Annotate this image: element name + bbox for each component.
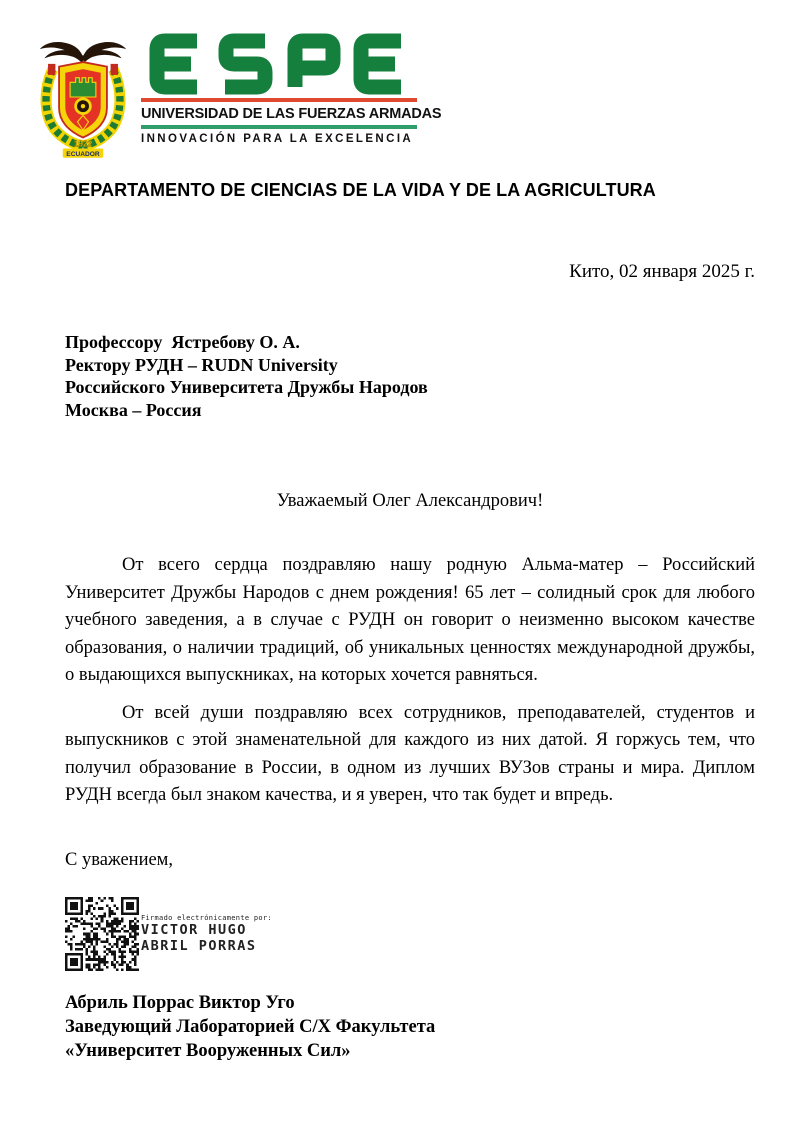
slogan-label: INNOVACIÓN PARA LA EXCELENCIA bbox=[141, 133, 414, 145]
espe-logotype bbox=[141, 32, 417, 96]
signatory-title: Заведующий Лабораторией С/Х Факультета bbox=[65, 1016, 436, 1037]
recipient-line-1: Профессору Ястребову О. А. bbox=[65, 332, 300, 352]
recipient-line-3: Российского Университета Дружбы Народов bbox=[65, 377, 428, 397]
signatory-organization: «Университет Вооруженных Сил» bbox=[65, 1040, 351, 1061]
signatory-name: Абриль Поррас Виктор Уго bbox=[65, 992, 295, 1013]
shield-icon bbox=[59, 62, 107, 137]
esign-name-line-2: ABRIL PORRAS bbox=[141, 937, 257, 954]
department-title: DEPARTAMENTO DE CIENCIAS DE LA VIDA Y DE LA AGRICULTURA bbox=[65, 180, 656, 200]
recipient-block bbox=[65, 331, 755, 421]
wordmark-column bbox=[141, 32, 442, 145]
paragraph-1: От всего сердца поздравляю нашу родную Альма-матер – Российский Университет Дружбы Народов с днем рождения! 65 лет – солидный срок для любого учебного заведения, а в случае с РУДН он говорит о неизменно высоком качестве образования, о наличии традиций, об уникальных ценностях международной дружбы, о выдающихся выпускниках, на которых хочется равняться. bbox=[65, 555, 755, 685]
esign-text-block bbox=[141, 914, 272, 954]
qr-code bbox=[65, 897, 139, 971]
crest-country-label: ECUADOR bbox=[66, 150, 100, 158]
date-line: Кито, 02 января 2025 г. bbox=[569, 261, 755, 282]
university-crest bbox=[37, 32, 129, 162]
electronic-signature bbox=[65, 897, 755, 971]
closing-line: С уважением, bbox=[65, 849, 174, 870]
esign-name-line-1: VICTOR HUGO bbox=[141, 921, 247, 938]
recipient-line-2: Ректору РУДН – RUDN University bbox=[65, 354, 338, 375]
signature-block bbox=[65, 991, 755, 1063]
red-divider bbox=[141, 98, 417, 102]
green-divider bbox=[141, 125, 417, 129]
salutation: Уважаемый Олег Александрович! bbox=[276, 491, 544, 511]
esign-label: Firmado electrónicamente por: bbox=[141, 913, 272, 922]
university-name-label: UNIVERSIDAD DE LAS FUERZAS ARMADAS bbox=[141, 106, 442, 122]
letterhead bbox=[65, 32, 755, 162]
crest-year-label: 1922 bbox=[73, 139, 93, 149]
recipient-line-4: Москва – Россия bbox=[65, 399, 202, 420]
paragraph-2: От всей души поздравляю всех сотрудников, преподавателей, студентов и выпускников с этой знаменательной для каждого из них датой. Я горжусь тем, что получил образование в России, в одном из лучших ВУЗов страны и мира. Диплом РУДН всегда был знаком качества, и я уверен, что так будет и впредь. bbox=[65, 702, 755, 805]
